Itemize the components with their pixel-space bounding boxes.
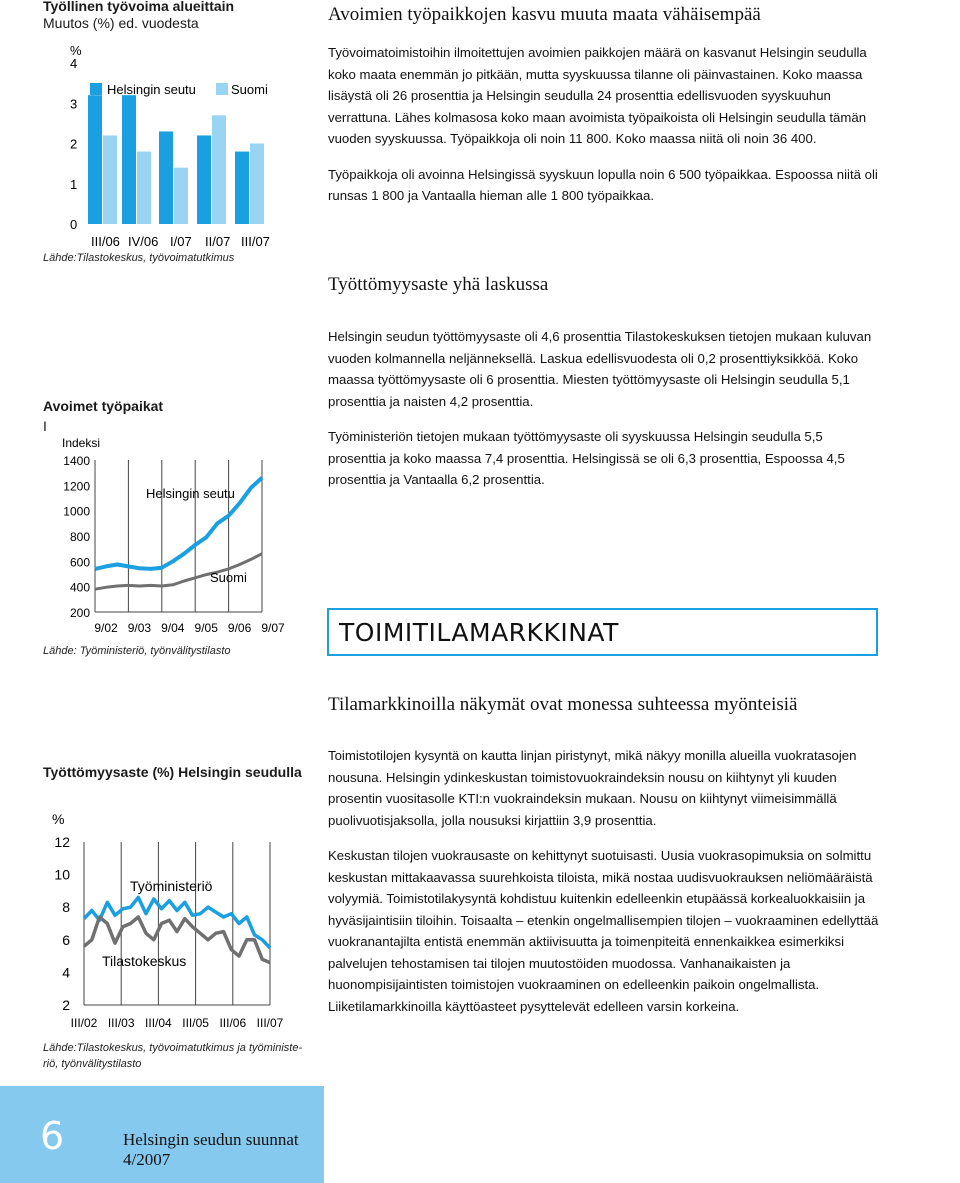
- chart2-title: Avoimet työpaikat: [43, 398, 164, 414]
- chart3-unit: %: [52, 811, 65, 827]
- chart2-source: Lähde: Työministeriö, työnvälitystilasto: [43, 645, 231, 657]
- chart3-label-tm: Työministeriö: [130, 878, 213, 894]
- chart1-title: Työllinen työvoima alueittain: [43, 0, 235, 14]
- bar-helsinki: [159, 131, 173, 224]
- x-tick-label: 9/03: [127, 621, 152, 635]
- section-banner: [327, 608, 878, 656]
- y-tick-label: 800: [69, 530, 90, 544]
- x-tick-label: III/06: [91, 234, 120, 249]
- bar-suomi: [212, 115, 226, 224]
- section3-heading: Tilamarkkinoilla näkymät ovat monessa suhteessa myönteisiä: [328, 694, 798, 715]
- chart3-source-1: Lähde:Tilastokeskus, työvoimatutkimus ja työministe-: [43, 1042, 303, 1054]
- y-tick-label: 400: [69, 580, 90, 595]
- section2-p1: Helsingin seudun työttömyysaste oli 4,6 prosenttia Tilastokeskuksen tietojen mukaan kuluvan vuoden kolmannella neljänneksellä. Laskua edellisvuodesta oli 0,2 prosenttiyksikköä. Koko maassa työttömyysaste oli 6 prosenttia. Miesten työttömyysaste oli Helsingin seudulla 5,1 prosenttia ja naisten 4,2 prosenttia.: [328, 329, 872, 409]
- chart1-unit: %: [70, 43, 82, 58]
- publication-title: Helsingin seudun suunnat 4/2007: [123, 1130, 299, 1169]
- chart2-label-helsinki: Helsingin seutu: [146, 486, 235, 501]
- x-tick-label: III/02: [70, 1016, 98, 1030]
- y-tick-label: 1: [70, 176, 78, 192]
- section3-body: [328, 745, 880, 1031]
- bar-suomi: [137, 152, 151, 224]
- banner-label: TOIMITILAMARKKINAT: [339, 618, 619, 647]
- x-tick-label: III/03: [107, 1016, 135, 1030]
- footer-bar: [0, 1086, 324, 1183]
- bar-suomi: [103, 135, 117, 224]
- x-tick-label: III/05: [182, 1016, 209, 1030]
- x-tick-label: IV/06: [128, 234, 159, 249]
- chart3-label-tk: Tilastokeskus: [102, 953, 187, 969]
- chart1-subtitle: Muutos (%) ed. vuodesta: [43, 15, 199, 31]
- section1-heading: Avoimien työpaikkojen kasvu muuta maata vähäisempää: [328, 4, 761, 25]
- y-tick-label: 600: [69, 555, 90, 570]
- y-tick-label: 0: [70, 217, 78, 232]
- page-number: 6: [40, 1114, 65, 1158]
- x-tick-label: I/07: [170, 234, 192, 249]
- chart1-source: Lähde:Tilastokeskus, työvoimatutkimus: [43, 252, 235, 264]
- y-tick-label: 1400: [63, 454, 90, 468]
- chart2-marker: I: [43, 418, 47, 434]
- section2-heading: Työttömyysaste yhä laskussa: [328, 274, 549, 295]
- chart1-legend-helsinki: Helsingin seutu: [107, 82, 196, 97]
- chart3-plot: [40, 800, 295, 1040]
- section1-body: [328, 42, 880, 221]
- x-tick-label: III/06: [219, 1016, 247, 1030]
- chart1-legend-suomi: Suomi: [231, 82, 268, 97]
- bar-suomi: [250, 144, 264, 225]
- x-tick-label: 9/02: [94, 621, 118, 635]
- chart1-plot: [40, 36, 290, 266]
- chart3-source-2: riö, työnvälitystilasto: [43, 1058, 142, 1070]
- y-tick-label: 8: [62, 899, 70, 916]
- section1-p2: Työpaikkoja oli avoinna Helsingissä syyskuun lopulla noin 6 500 työpaikkaa. Espoossa niitä oli runsas 1 800 ja Vantaalla hieman alle 1 800 työpaikkaa.: [328, 166, 878, 203]
- bar-helsinki: [122, 95, 136, 224]
- x-tick-label: III/07: [256, 1016, 284, 1030]
- y-tick-label: 200: [69, 606, 90, 620]
- y-tick-label: 3: [70, 96, 78, 112]
- bar-helsinki: [197, 135, 211, 224]
- legend-swatch-helsinki: [90, 83, 102, 95]
- section3-p1: Toimistotilojen kysyntä on kautta linjan piristynyt, mikä näkyy monilla alueilla vuokratasojen nousuna. Helsingin ydinkeskustan toimistovuokraindeksin nousu on kiihtynyt yli kuuden prosentin vuositasolle KTI:n vuokraindeksin mukaan. Nousu on kiihtynyt viimeisimmällä puolivuotisjaksolla, jolla nousuksi kirjattiin 3,9 prosenttia.: [328, 748, 857, 828]
- section2-p2: Työministeriön tietojen mukaan työttömyysaste oli syyskuussa Helsingin seudulla 5,5 prosenttia ja koko maassa 7,4 prosenttia. Helsingissä se oli 6,3 prosenttia, Espoossa 4,5 prosenttia ja Vantaalla 6,2 prosenttia.: [328, 429, 845, 487]
- chart2-unit: Indeksi: [62, 436, 101, 450]
- x-tick-label: II/07: [205, 234, 231, 249]
- section1-p1: Työvoimatoimistoihin ilmoitettujen avoimien paikkojen määrä on kasvanut Helsingin seudulla koko maata enemmän jo pitkään, mutta syyskuussa tilanne oli päinvastainen. Koko maassa lisäystä oli 26 prosenttia ja Helsingin seudulla 24 prosenttia edellisvuoden syyskuuhun verrattuna. Lähes kolmasosa koko maan avoimista työpaikoista oli Helsingin seudulla tämän vuoden syyskuussa. Työpaikkoja oli noin 11 800. Koko maassa niitä oli noin 36 400.: [328, 45, 867, 146]
- x-tick-label: III/04: [145, 1016, 172, 1030]
- section3-p2: Keskustan tilojen vuokrausaste on kehittynyt suotuisasti. Uusia vuokrasopimuksia on solmittu keskustan mittakaavassa suurehkoista tiloista, mikä nostaa uudisvuokrauksen neliömääräistä volyymiä. Toimistotilakysyntä kohdistuu kuitenkin edelleenkin etupäässä korkealuokkaisiin ja hyväsijaintisiin tiloihin. Toisaalta – etenkin ongelmallisempien tilojen – vuokraaminen edellyttää vuokranantajilta entistä enemmän aktiivisuutta ja toimenpiteitä ennenkaikkea esimerkiksi palvelujen tehostamisen tai tilojen muutostöiden muodossa. Vanhanaikaisten ja huonompisijaintisten toimistojen vuokraaminen on edelleenkin paikoin ongelmallista. Liiketilamarkkinoilla käyttöasteet pysyttelevät edelleen varsin korkeina.: [328, 848, 879, 1014]
- y-tick-label: 4: [62, 964, 70, 981]
- y-tick-label: 2: [70, 136, 78, 152]
- y-tick-label: 6: [62, 931, 70, 948]
- legend-swatch-suomi: [216, 83, 228, 95]
- chart3-title: Työttömyysaste (%) Helsingin seudulla: [43, 764, 302, 780]
- section2-body: [328, 326, 880, 505]
- y-tick-label: 10: [54, 866, 70, 883]
- y-tick-label: 12: [54, 834, 70, 850]
- y-tick-label: 4: [70, 56, 78, 71]
- x-tick-label: 9/07: [261, 621, 285, 635]
- x-tick-label: III/07: [241, 234, 270, 249]
- x-tick-label: 9/05: [194, 621, 218, 635]
- x-tick-label: 9/06: [227, 621, 252, 635]
- y-tick-label: 2: [62, 997, 70, 1013]
- series-line-tyoministerio: [84, 897, 270, 948]
- y-tick-label: 1000: [63, 504, 90, 519]
- bar-helsinki: [88, 95, 102, 224]
- chart2-plot: [40, 432, 290, 642]
- x-tick-label: 9/04: [161, 621, 185, 635]
- chart2-label-suomi: Suomi: [210, 570, 247, 585]
- bar-suomi: [174, 168, 188, 224]
- y-tick-label: 1200: [63, 479, 90, 494]
- bar-helsinki: [235, 152, 249, 224]
